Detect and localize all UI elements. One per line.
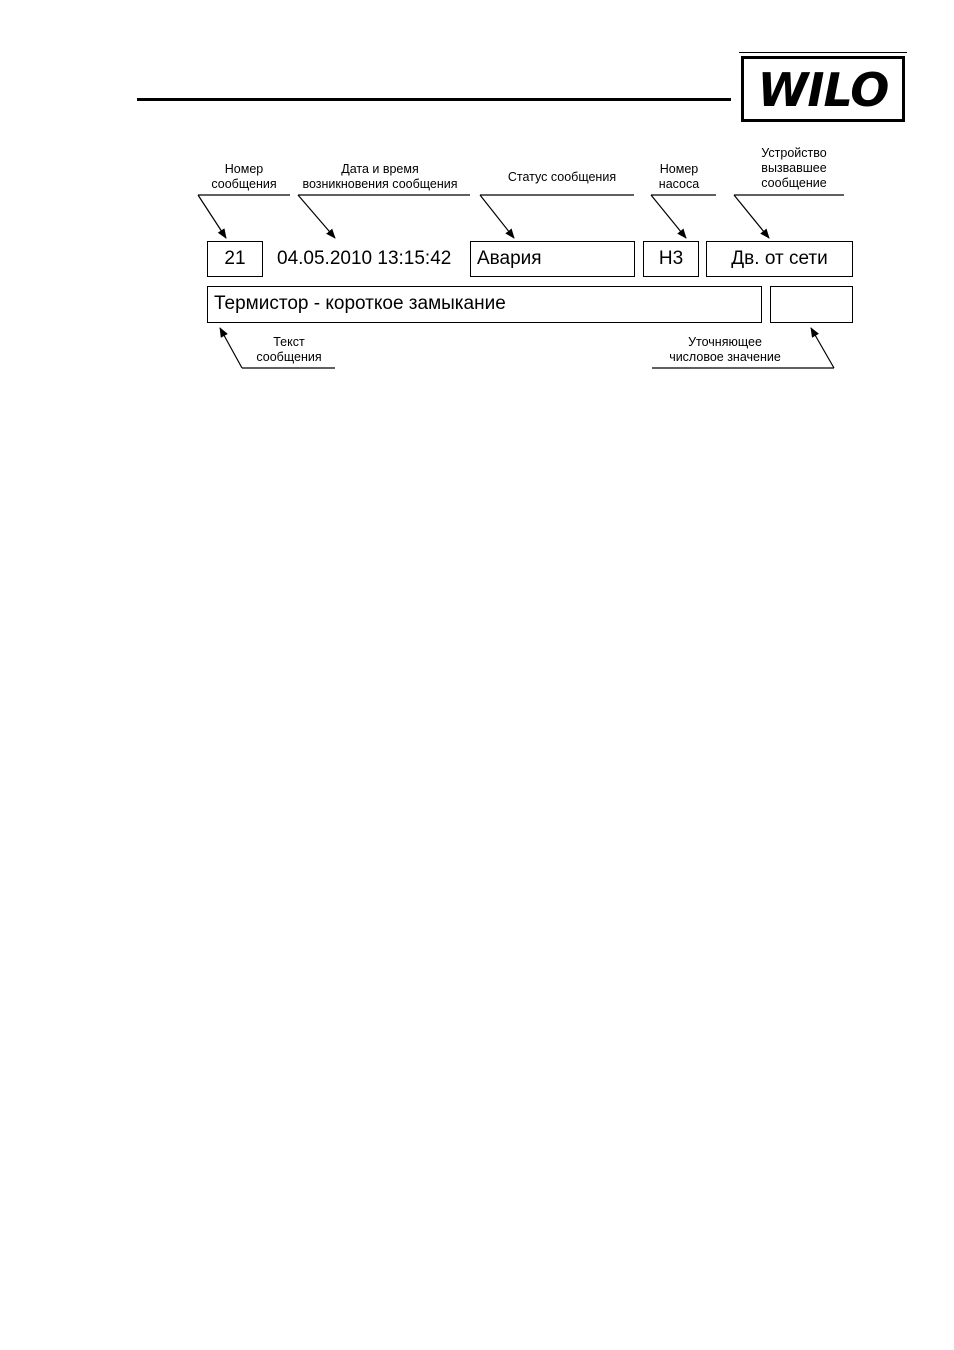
status-field xyxy=(470,241,635,277)
label-message-text: Текст сообщения xyxy=(256,335,322,364)
device-field xyxy=(706,241,853,277)
leader-device xyxy=(734,195,844,238)
message-number-value: 21 xyxy=(224,248,246,269)
message-text-field xyxy=(207,286,762,323)
pump-value: Н3 xyxy=(658,248,684,269)
label-message-status: Статус сообщения xyxy=(507,170,617,184)
leader-message-number xyxy=(198,195,290,238)
message-number-field xyxy=(207,241,263,277)
refining-value-field xyxy=(770,286,853,323)
pump-field xyxy=(643,241,699,277)
leader-status xyxy=(480,195,634,238)
label-refining-value: Уточняющее числовое значение xyxy=(669,335,781,364)
logo-text: WILO xyxy=(757,63,889,117)
label-message-number: Номер сообщения xyxy=(211,162,277,191)
message-text-value: Термистор - короткое замыкание xyxy=(214,293,506,314)
device-value: Дв. от сети xyxy=(731,248,828,269)
leader-date-time xyxy=(298,195,470,238)
label-date-time: Дата и время возникновения сообщения xyxy=(302,162,458,191)
label-device: Устройство вызвавшее сообщение xyxy=(761,146,827,190)
label-pump-number: Номер насоса xyxy=(658,162,700,191)
leader-pump xyxy=(651,195,716,238)
date-time-value: 04.05.2010 13:15:42 xyxy=(277,248,452,269)
status-value: Авария xyxy=(477,248,542,269)
